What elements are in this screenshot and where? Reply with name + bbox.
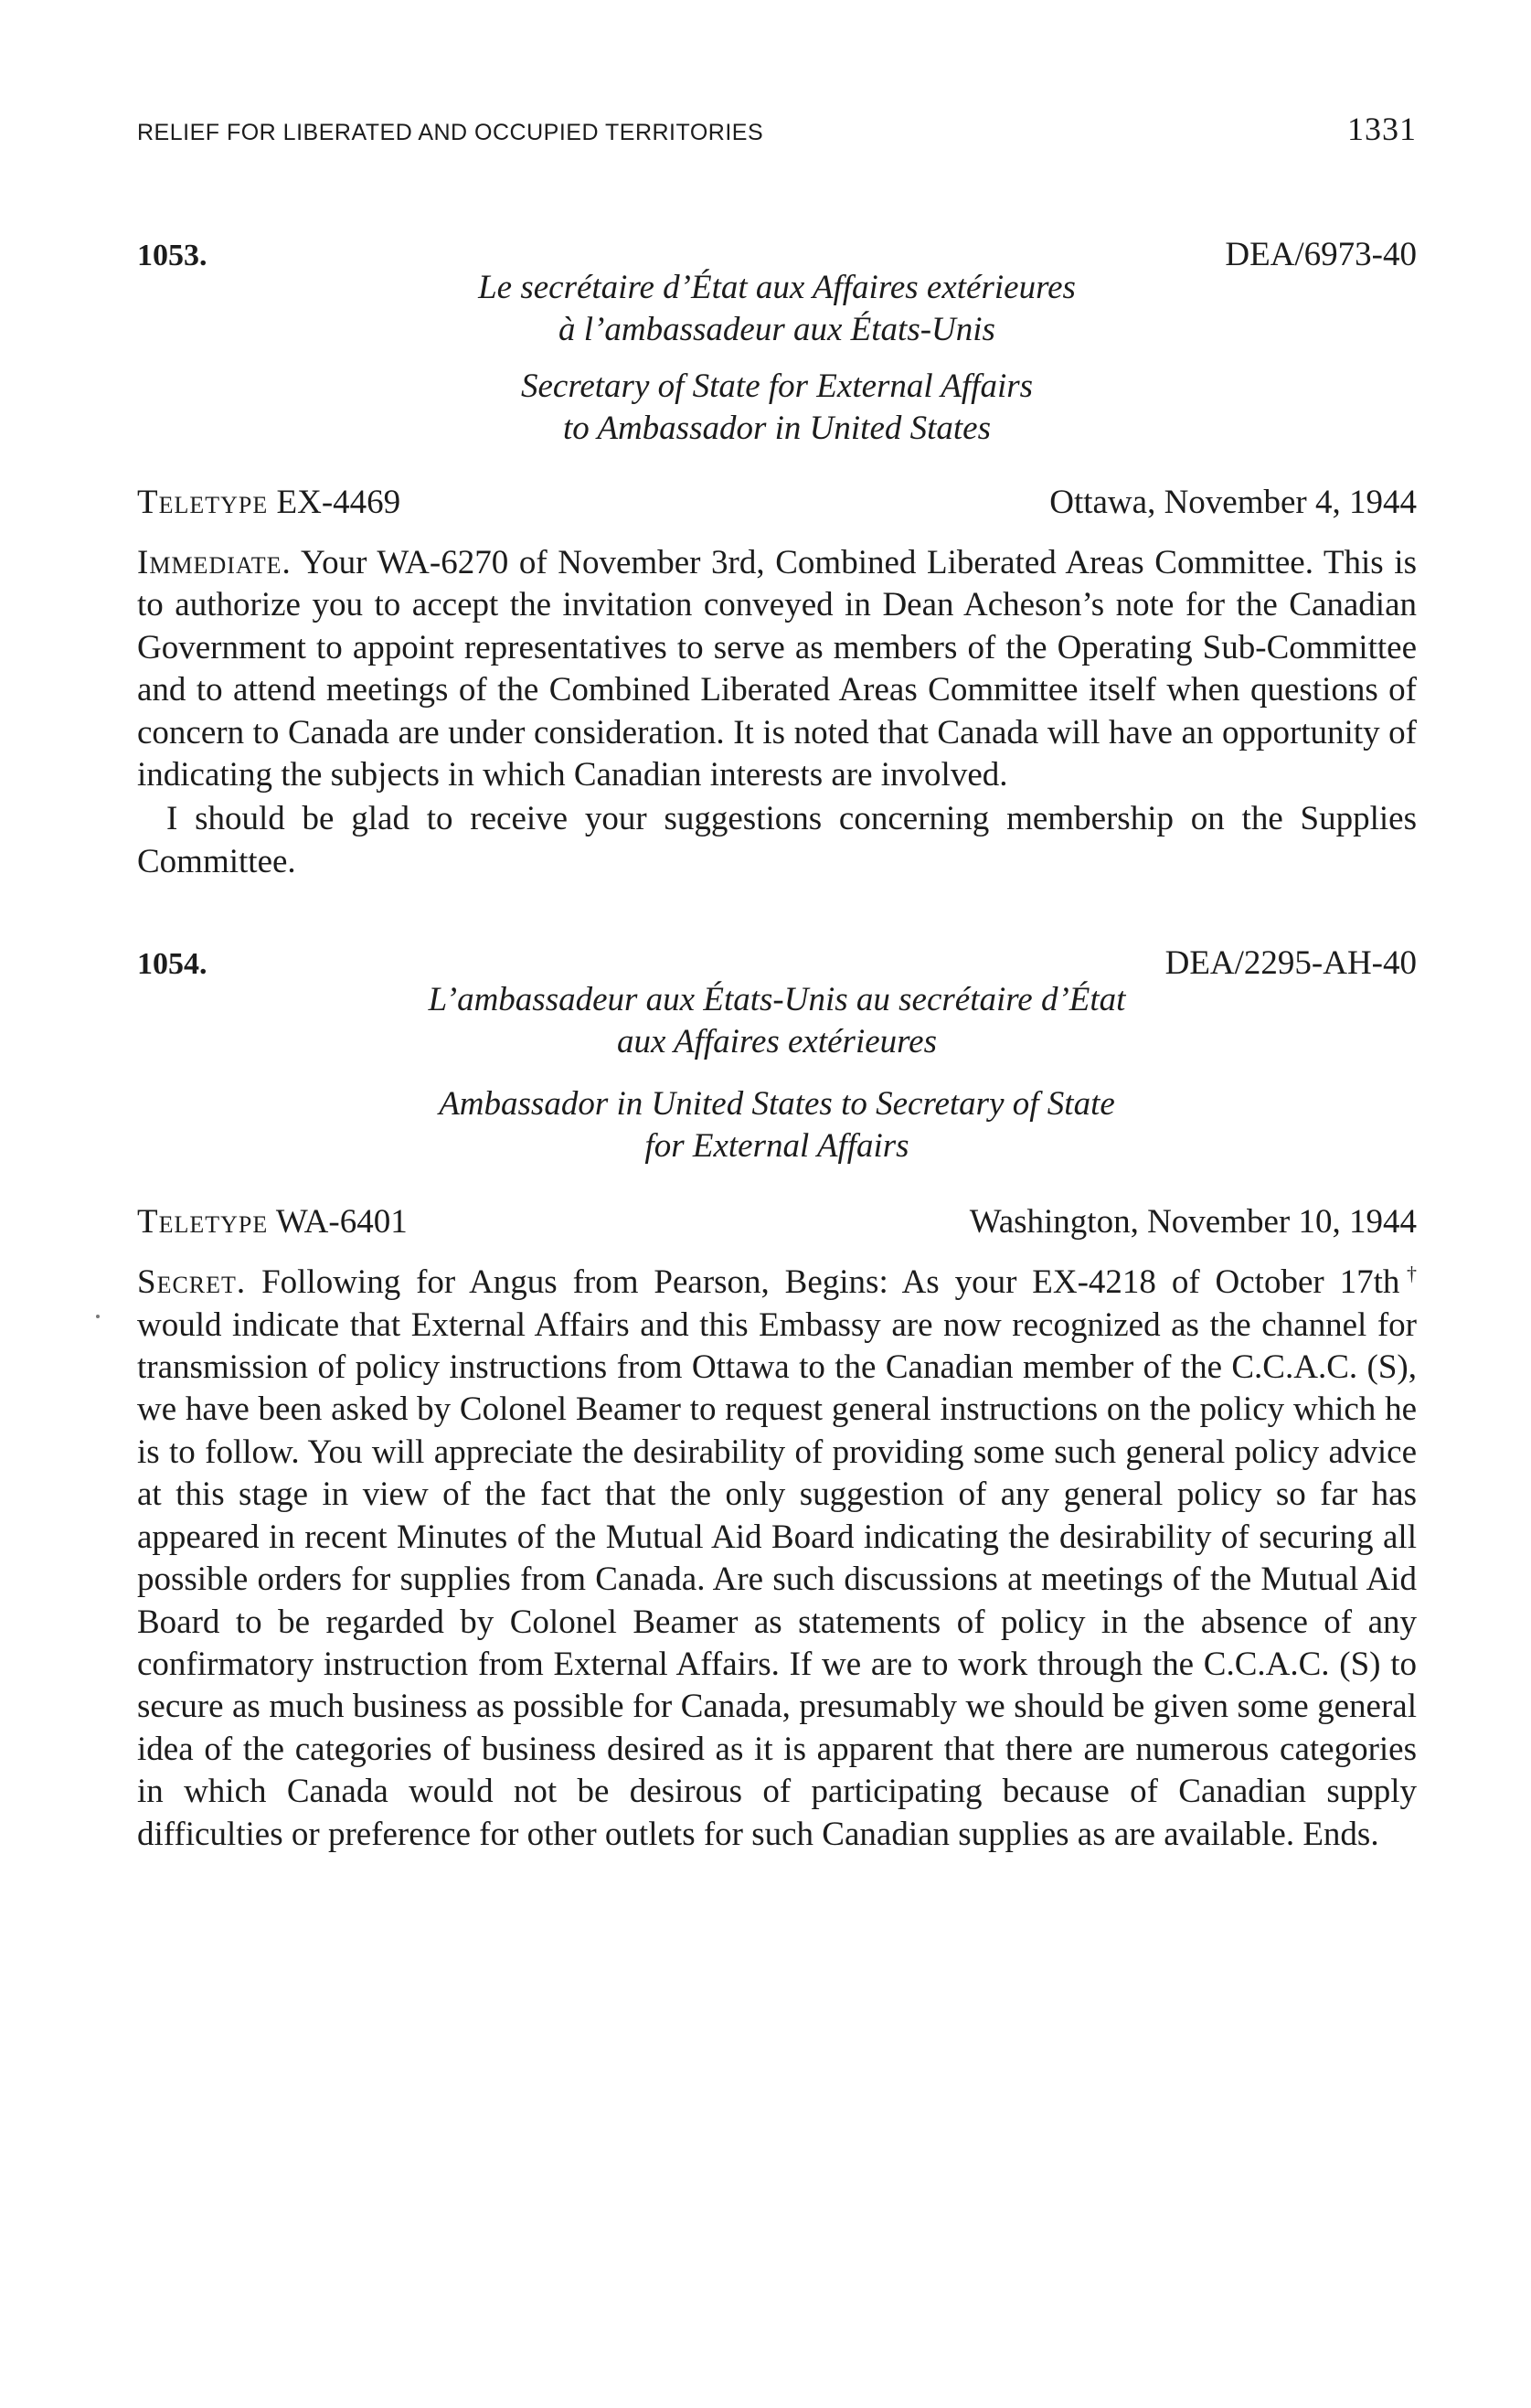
paragraph-text: Your WA-6270 of November 3rd, Combined Liberated Areas Committee. This is to authorize you to accept the invitation conveyed in Dean Acheson’s note for the Canadian Government to appoint representatives to serve as members of the Operating Sub-Committee and to attend meetings of the Combined Liberated Areas Committee itself when questions of concern to Canada are under consideration. It is noted that Canada will have an opportunity of indicating the subjects in which Canadian interests are involved. [137,544,1417,794]
title-french-line-1: Le secrétaire d’État aux Affaires extérieures [478,269,1076,306]
title-french-line-1: L’ambassadeur aux États-Unis au secrétaire d’État [428,981,1126,1019]
paragraph-text-rest: would indicate that External Affairs and this Embassy are now recognized as the channel for transmission of policy instructions from Ottawa to the Canadian member of the C.C.A.C. (S), we have been asked by Colonel Beamer to request general instructions on the policy which he is to follow. You will appreciate the desirability of providing some such general policy advice at this stage in view of the fact that the only suggestion of any general policy so far has appeared in recent Minutes of the Mutual Aid Board indicating the desirability of securing all possible orders for supplies from Canada. Are such discussions at meetings of the Mutual Aid Board to be regarded by Colonel Beamer as statements of policy in the absence of any confirmatory instruction from External Affairs. If we are to work through the C.C.A.C. (S) to secure as much business as possible for Canada, presumably we should be given some general idea of the categories of business desired as it is apparent that there are numerous categories in which Canada would not be desirous of participating because of Canadian supply difficulties or preference for other outlets for such Canadian supplies as are available. Ends. [137,1305,1417,1853]
document-number: 1054. [137,947,207,982]
page [137,110,1417,1856]
place-date: Ottawa, November 4, 1944 [1049,484,1417,521]
body-paragraph-1 [137,1262,1417,1856]
file-reference: DEA/2295-AH-40 [1164,944,1417,983]
transmission-type [137,483,400,522]
title-english-line-2: for External Affairs [644,1127,909,1166]
body-paragraph-1 [137,542,1417,796]
classification-label: Immediate. [137,544,292,581]
transmission-type [137,1202,408,1241]
title-english-line-1: Secretary of State for External Affairs [520,368,1034,405]
title-french-line-2: à l’ambassadeur aux États-Unis [558,311,995,348]
transmission-reference: EX-4469 [276,484,401,521]
place-date: Washington, November 10, 1944 [969,1203,1417,1241]
document-1053 [137,235,1417,883]
document-header [137,943,1417,983]
paragraph-text-start: Following for Angus from Pearson, Begins: As your EX-4218 of October 17th [261,1263,1400,1302]
document-title-block [137,267,1417,450]
document-number: 1053. [137,239,207,272]
page-number: 1331 [1347,111,1417,147]
transmission-reference: WA-6401 [275,1203,408,1241]
title-english-line-1: Ambassador in United States to Secretary of State [439,1085,1115,1124]
transmission-line [137,1202,1417,1241]
title-french-line-2: aux Affaires extérieures [616,1023,938,1061]
file-reference: DEA/6973-40 [1225,236,1417,273]
title-english-line-2: to Ambassador in United States [563,410,991,447]
document-1054 [137,943,1417,1856]
transmission-type-label: Teletype [137,484,269,521]
footnote-dagger-mark: † [1399,1262,1418,1285]
margin-mark [96,1315,100,1318]
body-paragraph-2: I should be glad to receive your suggestions concerning membership on the Supplies Committee. [137,800,1417,880]
classification-label: Secret. [137,1263,247,1302]
transmission-line [137,483,1417,522]
running-head [137,110,1417,165]
running-head-title: RELIEF FOR LIBERATED AND OCCUPIED TERRITORIES [137,120,764,145]
transmission-type-label: Teletype [137,1203,269,1241]
document-title-block [137,979,1417,1167]
